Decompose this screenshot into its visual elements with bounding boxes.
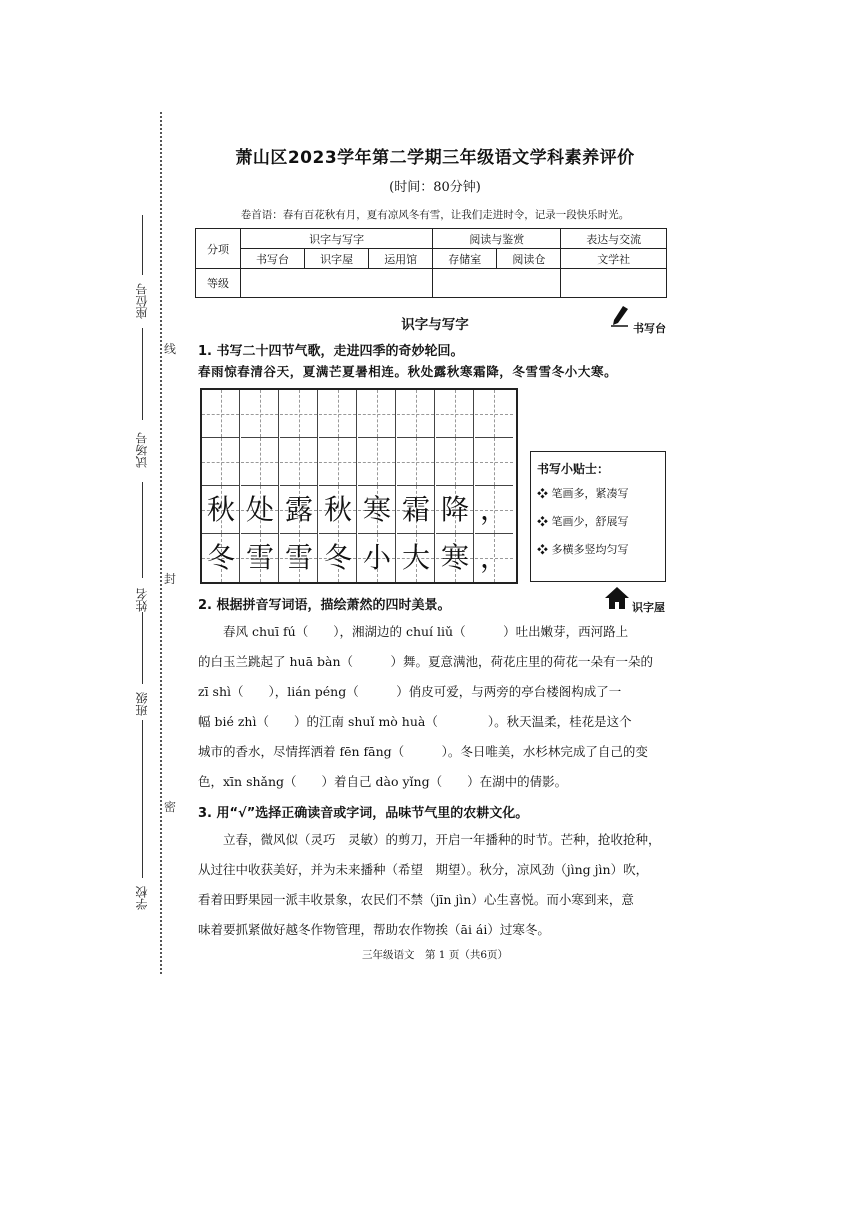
grid-cell[interactable] [397,390,435,438]
q1-poem: 春雨惊春清谷天，夏满芒夏暑相连。秋处露秋寒霜降，冬雪雪冬小大寒。 [198,364,618,379]
q3-line: 味着要抓紧做好越冬作物管理，帮助农作物挨（āi ái）过寒冬。 [198,922,550,937]
q3-paragraph [198,825,668,945]
class-rule [142,612,143,684]
grid-char: 冬 [323,541,352,574]
grid-char: 露 [284,493,313,526]
seat-label: 座位号 [135,283,149,319]
score-sub-use: 运用馆 [369,249,433,269]
grid-cell[interactable] [358,438,396,486]
q2-line: 春风 chuī fú（ ），湘湖边的 chuí liǔ（ ）吐出嫩芽，西河路上 [198,624,629,639]
school-rule [142,720,143,878]
binding-dotted-line [160,112,162,974]
grid-char: 雪 [245,541,274,574]
score-group-literacy: 识字与写字 [241,229,433,249]
grid-cell[interactable] [280,390,318,438]
diamond-bullet-icon: ❖ [537,515,552,528]
grid-row-1[interactable] [202,390,516,438]
section-heading: 识字与写字 [401,317,469,333]
q1-title: 1. 书写二十四节气歌，走进四季的奇妙轮回。 [198,344,464,359]
school-label: 学校 [135,886,149,910]
grid-cell[interactable] [241,390,279,438]
grid-cell[interactable] [475,390,513,438]
grid-char: 冬 [206,541,235,574]
name-rule [142,482,143,578]
q3-line: 从过往中收获美好，并为未来播种（希望 期望）。秋分，凉风劲（jìng jìn）吹， [198,862,649,877]
grid-cell[interactable] [241,438,279,486]
q2-line: 幅 bié zhì（ ）的江南 shuǐ mò huà（ ）。秋天温柔，桂花是这个 [198,714,632,729]
tips-item-text: 笔画少，舒展写 [551,515,629,528]
writing-tips-box [530,451,666,582]
page-footer: 三年级语文 第 1 页（共6页） [361,949,509,961]
q2-line: 色，xīn shǎng（ ）着自己 dào yǐng（ ）在湖中的倩影。 [198,774,568,789]
score-sub-literacy: 识字屋 [305,249,369,269]
grade-cell-literacy[interactable] [241,269,433,298]
grid-char: 寒 [440,541,469,574]
name-label: 姓名 [135,588,149,612]
score-label-grade: 等级 [196,269,241,298]
tips-item-text: 多横多竖均匀写 [551,543,629,556]
q2-line: 的白玉兰跳起了 huā bàn（ ）舞。夏意满池，荷花庄里的荷花一朵有一朵的 [198,654,654,669]
exam-no-rule [142,328,143,420]
grid-char: 寒 [362,493,391,526]
writing-grid [200,388,518,584]
grid-cell[interactable] [436,390,474,438]
grid-char: 秋 [323,493,352,526]
q3-line: 看着田野果园一派丰收景象，农民们不禁（jīn jìn）心生喜悦。而小寒到来，意 [198,892,634,907]
grid-row-3 [202,486,516,534]
q3-title: 3. 用“√”选择正确读音或字词，品味节气里的农耕文化。 [198,806,529,821]
grid-char: 处 [245,493,274,526]
score-sub-read: 阅读仓 [497,249,561,269]
seal-char-secret: 密 [164,800,177,814]
exam-time: (时间：80分钟) [389,180,481,195]
grid-char: ， [479,541,508,574]
q2-line: zī shì（ ），lián péng（ ）俏皮可爱，与两旁的亭台楼阁构成了一 [198,684,622,699]
score-group-reading: 阅读与鉴赏 [433,229,561,249]
q2-title: 2. 根据拼音写词语，描绘萧然的四时美景。 [198,598,451,613]
grid-cell[interactable] [202,390,240,438]
grid-cell[interactable] [319,390,357,438]
exam-title: 萧山区2023学年第二学期三年级语文学科素养评价 [235,148,635,168]
grid-cell[interactable] [202,438,240,486]
score-table [195,228,667,298]
grade-cell-reading[interactable] [433,269,561,298]
house-icon [604,586,630,614]
grid-char: 大 [401,541,430,574]
q2-line: 城市的香水，尽情挥洒着 fēn fāng（ ）。冬日唯美，水杉林完成了自己的变 [198,744,648,759]
class-label: 班级 [135,692,149,716]
tips-item [537,485,659,501]
grid-char: 秋 [206,493,235,526]
tips-item [537,541,659,557]
grid-cell[interactable] [319,438,357,486]
grid-cell[interactable] [397,438,435,486]
score-sub-literature: 文学社 [561,249,667,269]
exam-no-label: 试场号 [135,432,149,468]
seat-rule [142,215,143,275]
q2-paragraph [198,617,668,797]
exam-motto: 卷首语：春有百花秋有月，夏有凉风冬有雪，让我们走进时令，记录一段快乐时光。 [240,209,630,221]
grid-row-4 [202,534,516,582]
tips-item [537,513,659,529]
grid-char: 霜 [401,493,430,526]
grade-cell-expression[interactable] [561,269,667,298]
badge-write: 书写台 [633,322,666,335]
diamond-bullet-icon: ❖ [537,543,552,556]
seal-char-seal: 封 [164,572,177,586]
grid-cell[interactable] [280,438,318,486]
grid-row-2[interactable] [202,438,516,486]
grid-char: 雪 [284,541,313,574]
grid-char: 降 [440,493,469,526]
grid-cell[interactable] [358,390,396,438]
q3-line: 立春，微风似（灵巧 灵敏）的剪刀，开启一年播种的时节。芒种，抢收抢种， [198,832,661,847]
score-sub-write: 书写台 [241,249,305,269]
grid-char: 小 [362,541,391,574]
tips-item-text: 笔画多，紧凑写 [551,487,629,500]
score-label-item: 分项 [196,229,241,269]
grid-cell[interactable] [475,438,513,486]
diamond-bullet-icon: ❖ [537,487,552,500]
grid-cell[interactable] [436,438,474,486]
score-group-expression: 表达与交流 [561,229,667,249]
pen-icon [610,305,630,331]
grid-char: ， [479,493,508,526]
badge-literacy: 识字屋 [632,601,665,614]
score-sub-store: 存储室 [433,249,497,269]
seal-char-line: 线 [164,342,177,356]
tips-title: 书写小贴士： [537,462,610,476]
